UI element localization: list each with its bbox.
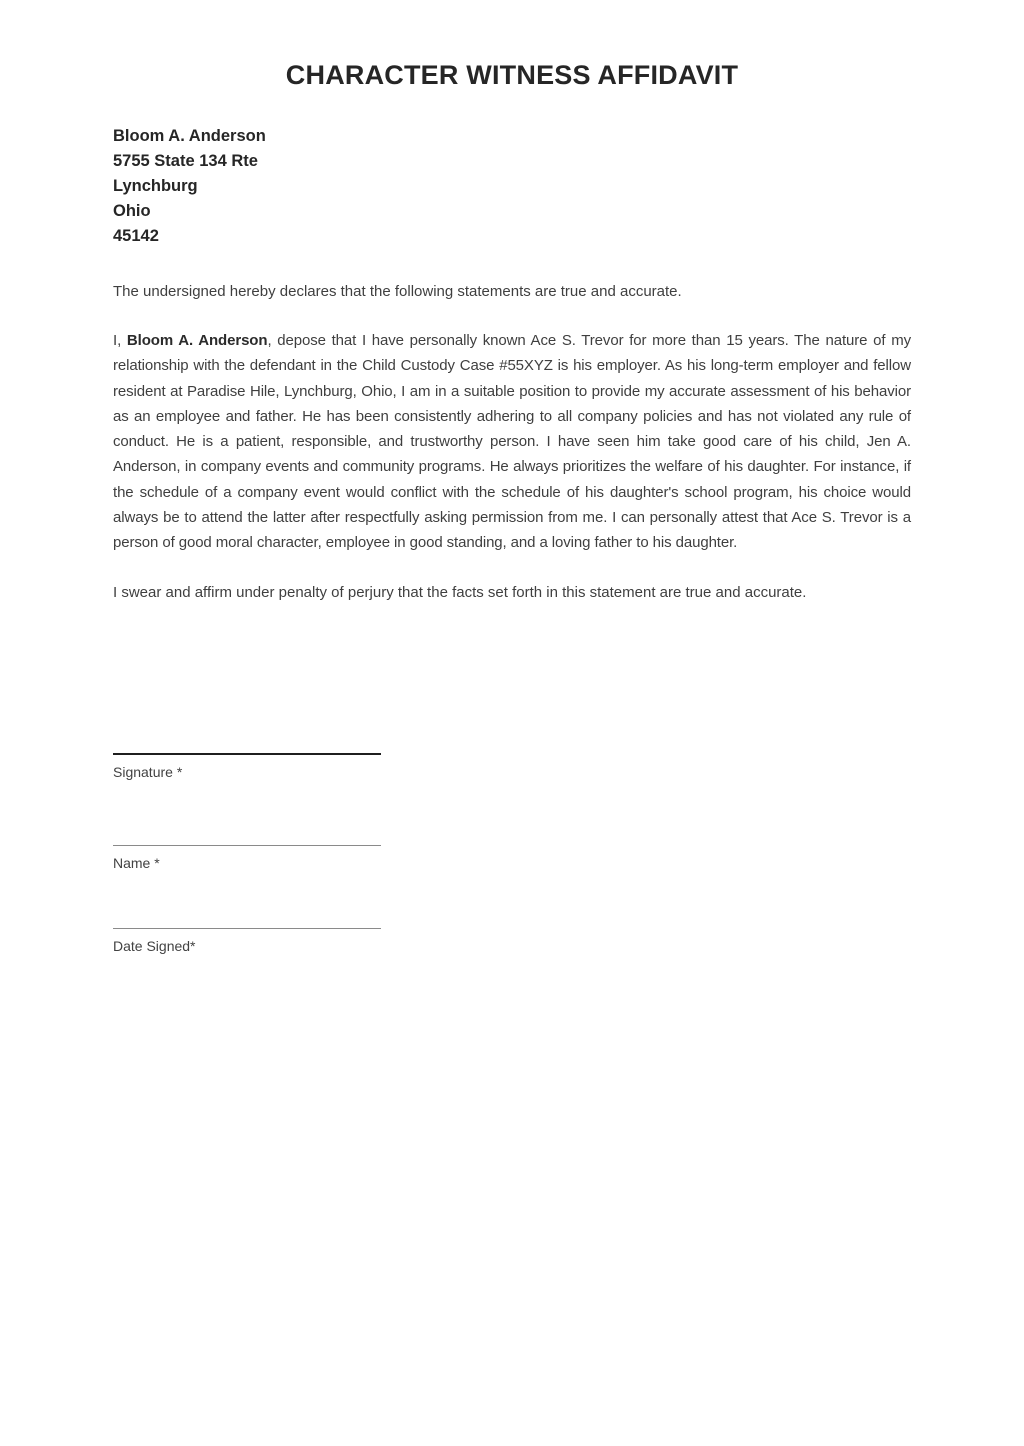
oath-paragraph: I swear and affirm under penalty of perjury that the facts set forth in this statement are true and accurate. bbox=[113, 583, 807, 601]
deponent-name: Bloom A. Anderson bbox=[126, 332, 268, 349]
sender-zip: 45142 bbox=[113, 227, 159, 245]
date-signed-label: Date Signed* bbox=[113, 937, 196, 954]
signature-underline bbox=[113, 753, 381, 755]
sender-city: Lynchburg bbox=[113, 177, 198, 195]
date-signed-field bbox=[113, 873, 381, 956]
sender-address bbox=[113, 124, 911, 249]
statement-paragraph bbox=[113, 328, 911, 556]
name-field bbox=[113, 782, 381, 873]
signature-field bbox=[113, 620, 381, 782]
declaration-paragraph: The undersigned hereby declares that the following statements are true and accurate. bbox=[113, 283, 682, 300]
page-title: CHARACTER WITNESS AFFIDAVIT bbox=[285, 60, 739, 90]
date-underline bbox=[113, 928, 381, 929]
name-label: Name * bbox=[113, 854, 160, 871]
sender-name: Bloom A. Anderson bbox=[113, 127, 266, 145]
signature-label: Signature * bbox=[113, 763, 183, 780]
statement-text: , depose that I have personally known Ace S. Trevor for more than 15 years. The nature of my relationship with the defendant in the Child Custody Case #55XYZ is his employer. As his long-term employer and fellow resident at Paradise Hile, Lynchburg, Ohio, I am in a suitable position to provide my accurate assessment of his behavior as an employee and father. He has been consistently adhering to all company policies and has not violated any rule of conduct. He is a patient, responsible, and trustworthy person. I have seen him take good care of his child, Jen A. Anderson, in company events and community programs. He always prioritizes the welfare of his daughter. For instance, if the schedule of a company event would conflict with the schedule of his daughter's school program, his choice would always be to attend the latter after respectfully asking permission from me. I can personally attest that Ace S. Trevor is a person of good moral character, employee in good standing, and a loving father to his daughter. bbox=[113, 332, 911, 552]
signature-input[interactable] bbox=[113, 620, 381, 753]
name-input[interactable] bbox=[113, 782, 381, 845]
name-underline bbox=[113, 845, 381, 846]
statement-prefix: I, bbox=[113, 332, 127, 349]
signature-form bbox=[113, 620, 381, 956]
sender-state: Ohio bbox=[113, 202, 151, 220]
date-signed-input[interactable] bbox=[113, 873, 381, 928]
sender-street: 5755 State 134 Rte bbox=[113, 152, 258, 170]
